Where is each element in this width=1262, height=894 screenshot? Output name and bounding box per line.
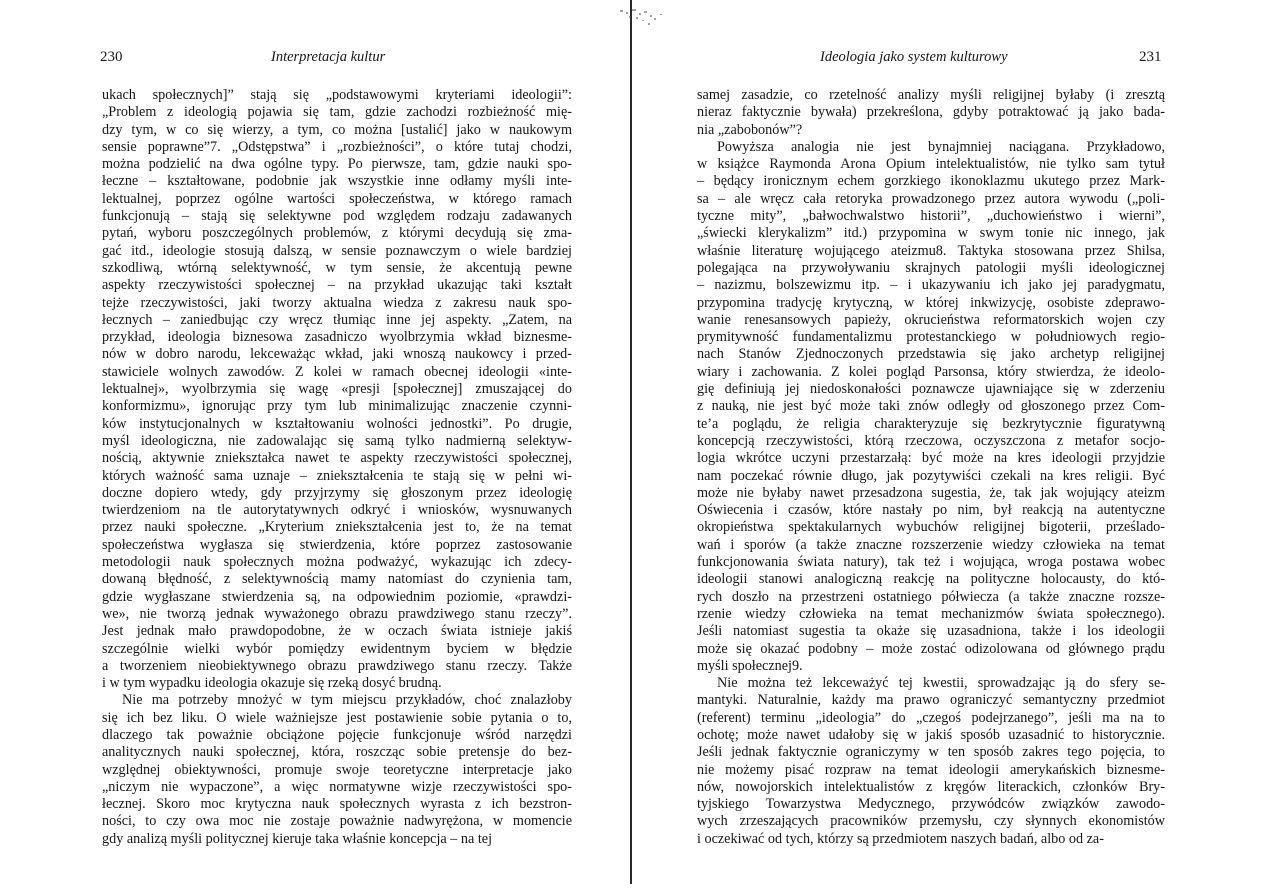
text-line: aspekty rzeczywistości społecznej – na przykład ukazując taki kształt <box>102 277 572 294</box>
text-line: stawiciele wolnych zawodów. Z kolei w ramach obecnej ideologii «inte- <box>102 363 572 380</box>
right-page <box>631 0 1262 894</box>
page-number-right: 231 <box>1139 49 1162 65</box>
text-line: których ważność sama uznaje – zniekształcenia te stają się w pełni wi- <box>102 467 572 484</box>
text-line: tyczne mity”, „bałwochwalstwo historii”, „duchowieństwo i wierni”, <box>697 208 1165 225</box>
text-line: można podzielić na dwa ogólne typy. Po pierwsze, tam, gdzie nauki spo- <box>102 156 572 173</box>
text-line: te’a poglądu, że religia charakteryzuje się bezkrytycznie figuratywną <box>697 415 1165 432</box>
text-line: łecznej. Skoro moc krytyczna nauk społecznych wyrasta z ich bezstron- <box>102 796 572 813</box>
text-line: sensie poprawne”7. „Odstępstwa” i „rozbieżności”, o które tutaj chodzi, <box>102 138 572 155</box>
text-line: nia „zabobonów”? <box>697 121 803 138</box>
text-line: nach Stanów Zjednoczonych przedstawia się jako archetyp religijnej <box>697 346 1165 363</box>
text-line: dzy tym, w co się wierzy, a tym, co można [ustalić] jako w naukowym <box>102 121 572 138</box>
text-line: doczne dopiero wtedy, gdy przyjrzymy się głoszonym przez ideologię <box>102 484 572 501</box>
text-line: z nauką, nie jest być może taki znów odległy od głoszonego przez Com- <box>697 398 1165 415</box>
text-line: ności, to czy owa moc nie zostaje poważnie nadwyrężona, w momencie <box>102 813 572 830</box>
text-line: ków instytucjonalnych w kształtowaniu wolności jednostki”. Po drugie, <box>102 415 572 432</box>
text-line: myśli społecznej9. <box>697 657 803 674</box>
text-line: Nie ma potrzeby mnożyć w tym miejscu przykładów, choć znalazłoby <box>122 692 572 709</box>
text-line: „świecki klerykalizm” itd.) przypomina w swym tonie nic innego, jak <box>697 225 1165 242</box>
text-line: twierdzeniom na tle autorytatywnych odkryć i wniosków, wysnuwanych <box>102 502 572 519</box>
text-line: analitycznych nauki społecznej, która, roszcząc sobie pretensje do bez- <box>102 744 572 761</box>
text-line: „Problem z ideologią pojawia się tam, gdzie zachodzi rozbieżność mię- <box>102 104 572 121</box>
right-body-text <box>697 87 1165 848</box>
text-line: szkodliwą, wtórną selektywność, w tym sensie, że akcentują pewne <box>102 259 572 276</box>
text-line: przypomina tradycję krytyczną, w której inkwizycję, osobiste zdeprawo- <box>697 294 1165 311</box>
text-line: wiary i zachowania. Z kolei pogląd Parsonsa, który stwierdza, że ideolo- <box>697 363 1165 380</box>
text-line: przez nauki społeczne. „Kryterium zniekształcenia jest to, że na temat <box>102 519 572 536</box>
text-line: właśnie literaturę wojującego ateizmu8. Taktyka stosowana przez Shilsa, <box>697 242 1165 259</box>
text-line: Jest jednak mało prawdopodobne, że w oczach świata istnieje jakiś <box>102 623 572 640</box>
text-line: nów, nowojorskich intelektualistów z kręgów literackich, członków Bry- <box>697 778 1165 795</box>
text-line: sa – ale wręcz cała retoryka prowadzonego przez autora wywodu („poli- <box>697 190 1165 207</box>
running-title-left: Interpretacja kultur <box>271 49 386 65</box>
text-line: Powyższa analogia nie jest bynajmniej naciągana. Przykładowo, <box>717 138 1165 155</box>
text-line: Jeśli jednak faktycznie ograniczymy w ten sposób zakres tego pojęcia, to <box>697 744 1165 761</box>
text-line: koncepcją rzeczywistości, którą rzeczowa, oczyszczona z metafor socjo- <box>697 432 1165 449</box>
text-line: tyjskiego Towarzystwa Medycznego, przywódców związków zawodo- <box>697 796 1165 813</box>
text-line: konformizmu», ignorując przy tym lub minimalizując znaczenie czynni- <box>102 398 572 415</box>
text-line: lektualnej», wyolbrzymia się wagę «presji [społecznej] zmuszającej do <box>102 381 572 398</box>
text-line: nie możemy pisać rozpraw na temat ideologii amerykańskich biznesme- <box>697 761 1165 778</box>
text-line: gdy analizą myśli politycznej kieruje taka właśnie koncepcja – na tej <box>102 830 493 847</box>
text-line: się ich bez liku. O wiele ważniejsze jest postawienie sobie pytania o to, <box>102 709 572 726</box>
text-line: metodologii nauk społecznych można podważyć, wykazując ich zdecy- <box>102 554 572 571</box>
text-line: gię definiują jej niedoskonałości poznawcze ujawniające się w zderzeniu <box>697 381 1165 398</box>
page-number-left: 230 <box>100 49 123 65</box>
text-line: prymitywność fundamentalizmu protestanckiego w południowych regio- <box>697 329 1165 346</box>
text-line: funkcjonują – stają się selektywne pod względem rodzaju zadawanych <box>102 208 572 225</box>
text-line: ochotę; może nawet udałoby się w jakiś sposób uzasadnić to historycznie. <box>697 726 1165 743</box>
running-title-right: Ideologia jako system kulturowy <box>820 49 1008 65</box>
text-line: nam poczekać równie długo, jak pozytywiści czekali na kres religii. Być <box>697 467 1165 484</box>
text-line: samej zasadzie, co rzetelność analizy myśli religijnej byłaby (i zresztą <box>697 87 1165 103</box>
text-line: Nie można też lekceważyć tej kwestii, sprowadzając ją do sfery se- <box>717 675 1165 692</box>
left-page <box>0 0 630 894</box>
text-line: wań i sporów (a także znaczne rozszerzenie wiedzy człowieka na temat <box>697 536 1165 553</box>
text-line: ideologii stanowi analogiczną reakcję na polityczne holocausty, do któ- <box>697 571 1165 588</box>
text-line: funkcjonowania świata natury), tak też i wojująca, wroga postawa wobec <box>697 554 1165 571</box>
text-line: łecznych – zaniedbując czy wręcz tłumiąc inne jej aspekty. „Zatem, na <box>102 311 572 328</box>
text-line: pytań, wyboru poszczególnych problemów, z którymi decydują się zma- <box>102 225 572 242</box>
text-line: może nie byłaby nawet przesadzona sugestia, że, tak jak wojujący ateizm <box>697 484 1165 501</box>
text-line: wanie renesansowych papieży, okrucieństwa reformatorskich wojen czy <box>697 311 1165 328</box>
text-line: gdzie wygłaszane stwierdzenia są, na odpowiednim poziomie, «prawdzi- <box>102 588 572 605</box>
text-line: okropieństwa spektakularnych wybuchów religijnej bigoterii, prześlado- <box>697 519 1165 536</box>
text-line: a tworzeniem nieobiektywnego obrazu prawdziwego stanu rzeczy. Także <box>102 657 572 674</box>
left-body-text <box>102 87 572 848</box>
text-line: „niczym nie wypaczone”, a więc normatywne wizje rzeczywistości spo- <box>102 778 572 795</box>
text-line: – nazizmu, bolszewizmu itp. – i ukazywaniu ich jako jej paradygmatu, <box>697 277 1165 294</box>
text-line: logia wkrótce uczyni przestarzałą: być może na kres ideologii przyjdzie <box>697 450 1165 467</box>
text-line: gać itd., ideologie stosują dalszą, w sensie poznawczym o wiele bardziej <box>102 242 572 259</box>
text-line: i w tym wypadku ideologia okazuje się rzeką dosyć brudną. <box>102 675 442 692</box>
text-line: (referent) terminu „ideologia” do „czegoś podejrzanego”, jeśli ma na to <box>697 709 1165 726</box>
text-line: rzenie wiedzy człowieka na temat mechanizmów świata społecznego). <box>697 605 1165 622</box>
text-line: dowaną błędność, z selektywnością mamy natomiast do czynienia tam, <box>102 571 572 588</box>
text-line: Jeśli natomiast sugestia ta okaże się uzasadniona, także i los ideologii <box>697 623 1165 640</box>
text-line: społeczeństwa wygłasza się stwierdzenia, które poprzez zastosowanie <box>102 536 572 553</box>
text-line: szczególnie wielki wybór pomiędzy ewidentnym byciem w błędzie <box>102 640 572 657</box>
text-line: mantyki. Naturalnie, każdy ma prawo ograniczyć semantyczny przedmiot <box>697 692 1165 709</box>
text-line: przykład, ideologia biznesowa zasadniczo wyolbrzymia wkład biznesme- <box>102 329 572 346</box>
text-line: może się okazać podobny – może zostać odizolowana od głównego prądu <box>697 640 1165 657</box>
text-line: nieraz faktycznie bywała) przekreślona, gdyby potraktować ją jako bada- <box>697 104 1165 121</box>
text-line: myśl ideologiczna, nie zadowalając się samą tylko nadmierną selektyw- <box>102 432 572 449</box>
text-line: polegająca na przywoływaniu skrajnych patologii myśli ideologicznej <box>697 259 1165 276</box>
text-line: nością, aktywnie zniekształca nawet te aspekty rzeczywistości społecznej, <box>102 450 572 467</box>
text-line: łeczne – kształtowane, podobnie jak wszystkie inne odłamy myśli inte- <box>102 173 572 190</box>
text-line: w książce Raymonda Arona Opium intelektualistów, nie tylko sam tytuł <box>697 156 1165 173</box>
text-line: ukach społecznych]” stają się „podstawowymi kryteriami ideologii”: <box>102 87 572 103</box>
text-line: rych doszło na przestrzeni ostatniego półwiecza (a także znaczne rozsze- <box>697 588 1165 605</box>
text-line: dlaczego tak poważnie obciążone pojęcie funkcjonuje wśród narzędzi <box>102 726 572 743</box>
text-line: lektualnej, poprzez ogólne wartości społeczeństwa, w którego ramach <box>102 190 572 207</box>
text-line: wych zrzeszających pracowników przemysłu, czy słynnych ekonomistów <box>697 813 1165 830</box>
text-line: nów w dobro narodu, lekceważąc wkład, jaki wnoszą naukowcy i przed- <box>102 346 572 363</box>
text-line: tejże rzeczywistości, jaki tworzy aktualna wiedza z zakresu nauk spo- <box>102 294 572 311</box>
text-line: Oświecenia i czasów, które nastały po nim, był reakcją na autentyczne <box>697 502 1165 519</box>
text-line: – będący ironicznym echem gorzkiego ikonoklazmu ukutego przez Mark- <box>697 173 1165 190</box>
text-line: we», nie tworzą jednak wyważonego obrazu prawdziwego stanu rzeczy”. <box>102 605 572 622</box>
text-line: i oczekiwać od tych, którzy są przedmiotem naszych badań, albo od za- <box>697 830 1104 847</box>
text-line: względnej obiektywności, promuje swoje teoretyczne interpretacje jako <box>102 761 572 778</box>
